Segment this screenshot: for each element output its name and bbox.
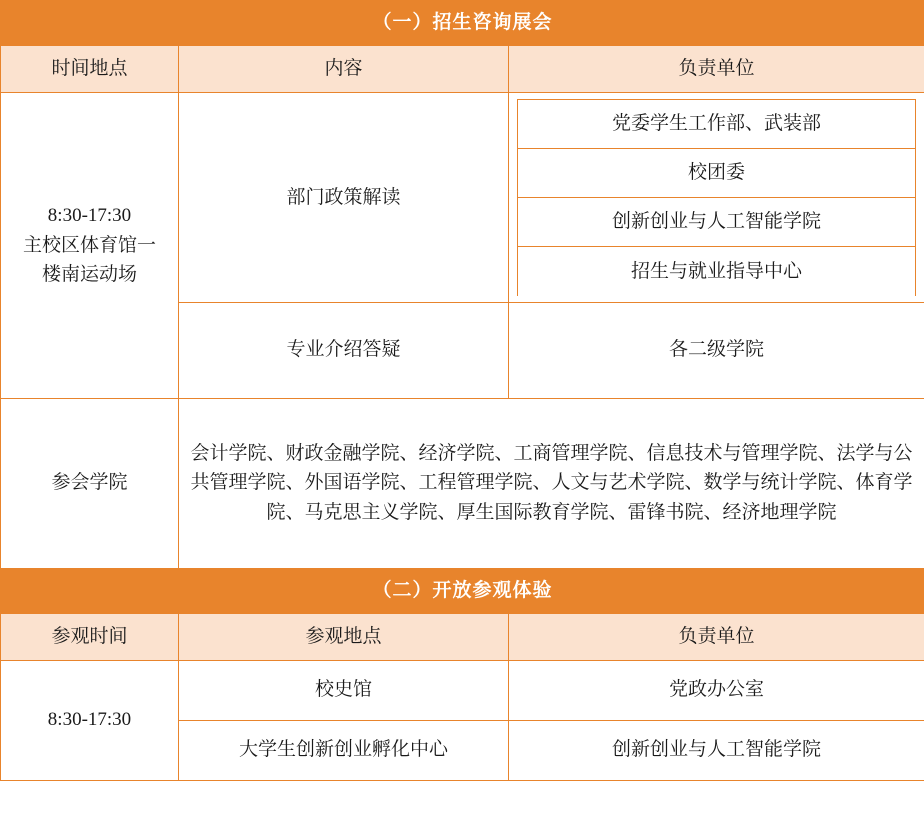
header-visit-unit: 负责单位 — [509, 613, 924, 660]
policy-unit-row — [518, 247, 916, 296]
cell-time-place — [1, 93, 179, 399]
section-two-banner-row — [1, 568, 924, 613]
time-place-line-1: 8:30-17:30 — [47, 205, 132, 227]
policy-unit-2: 校团委 — [518, 149, 916, 198]
section-one-body-row — [1, 93, 924, 303]
colleges-row — [1, 398, 924, 568]
section-two-row — [1, 660, 924, 720]
header-time-place: 时间地点 — [1, 46, 179, 93]
cell-content-major: 专业介绍答疑 — [179, 302, 509, 398]
policy-unit-row — [518, 149, 916, 198]
section-two-header-row — [1, 613, 924, 660]
cell-visit-time: 8:30-17:30 — [1, 660, 179, 780]
policy-units-list — [517, 99, 916, 296]
cell-visit-place-1: 校史馆 — [179, 660, 509, 720]
section-one-banner: （一）招生咨询展会 — [1, 1, 924, 46]
policy-unit-row — [518, 198, 916, 247]
cell-major-unit: 各二级学院 — [509, 302, 924, 398]
section-two-banner: （二）开放参观体验 — [1, 568, 924, 613]
cell-content-policy: 部门政策解读 — [179, 93, 509, 303]
cell-visit-unit-2: 创新创业与人工智能学院 — [509, 720, 924, 780]
header-visit-time: 参观时间 — [1, 613, 179, 660]
section-one-header-row — [1, 46, 924, 93]
time-place-line-3: 楼南运动场 — [41, 263, 137, 285]
policy-unit-4: 招生与就业指导中心 — [518, 247, 916, 296]
policy-unit-3: 创新创业与人工智能学院 — [518, 198, 916, 247]
cell-visit-unit-1: 党政办公室 — [509, 660, 924, 720]
header-visit-place: 参观地点 — [179, 613, 509, 660]
colleges-label: 参会学院 — [1, 398, 179, 568]
time-place-line-2: 主校区体育馆一 — [22, 234, 156, 256]
cell-visit-place-2: 大学生创新创业孵化中心 — [179, 720, 509, 780]
header-unit: 负责单位 — [509, 46, 924, 93]
colleges-text: 会计学院、财政金融学院、经济学院、工商管理学院、信息技术与管理学院、法学与公共管理学院、外国语学院、工程管理学院、人文与艺术学院、数学与统计学院、体育学院、马克思主义学院、厚生国际教育学院、雷锋书院、经济地理学院 — [179, 398, 924, 568]
cell-policy-units — [509, 93, 924, 303]
policy-unit-1: 党委学生工作部、武装部 — [518, 100, 916, 149]
header-content: 内容 — [179, 46, 509, 93]
section-one-banner-row — [1, 1, 924, 46]
policy-unit-row — [518, 100, 916, 149]
